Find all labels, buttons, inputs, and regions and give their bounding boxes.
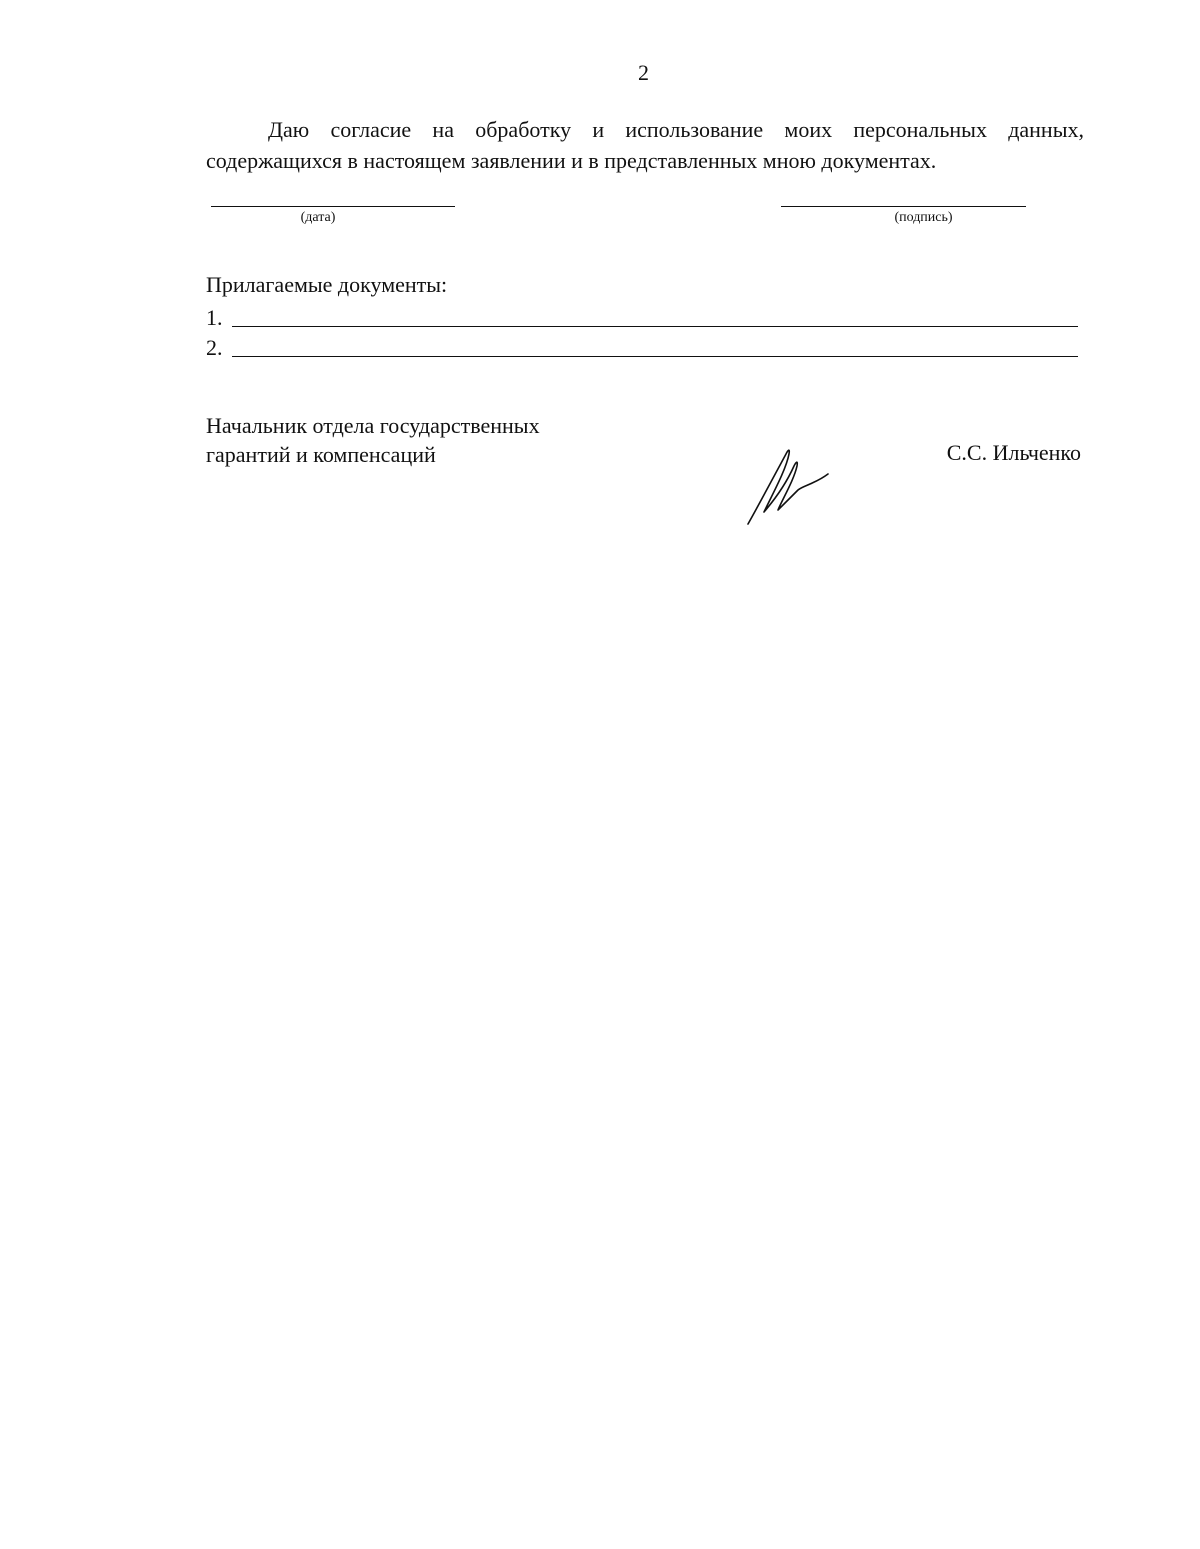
attachment-number: 2. [206,335,223,360]
official-title-line: Начальник отдела государственных [206,413,540,438]
signature-field [781,206,1026,226]
signature-line [781,206,1026,207]
date-line [211,206,455,207]
attachments-heading: Прилагаемые документы: [206,272,448,297]
handwritten-signature [742,440,842,530]
attachment-number: 1. [206,305,223,330]
official-name: С.С. Ильченко [946,440,1081,465]
date-field [211,206,455,226]
attachment-blank-line [232,332,1078,357]
attachment-item [206,302,1078,331]
page-number: 2 [638,60,649,85]
official-title-line: гарантий и компенсаций [206,442,436,467]
signature-caption: (подпись) [894,210,953,225]
consent-statement: Даю согласие на обработку и использование моих персональных данных, содержащихся в настоящем заявлении и в представленных мною документах. [206,117,1084,173]
attachment-blank-line [232,302,1078,327]
official-title [206,411,540,469]
attachment-item [206,332,1078,361]
date-caption: (дата) [300,210,336,225]
